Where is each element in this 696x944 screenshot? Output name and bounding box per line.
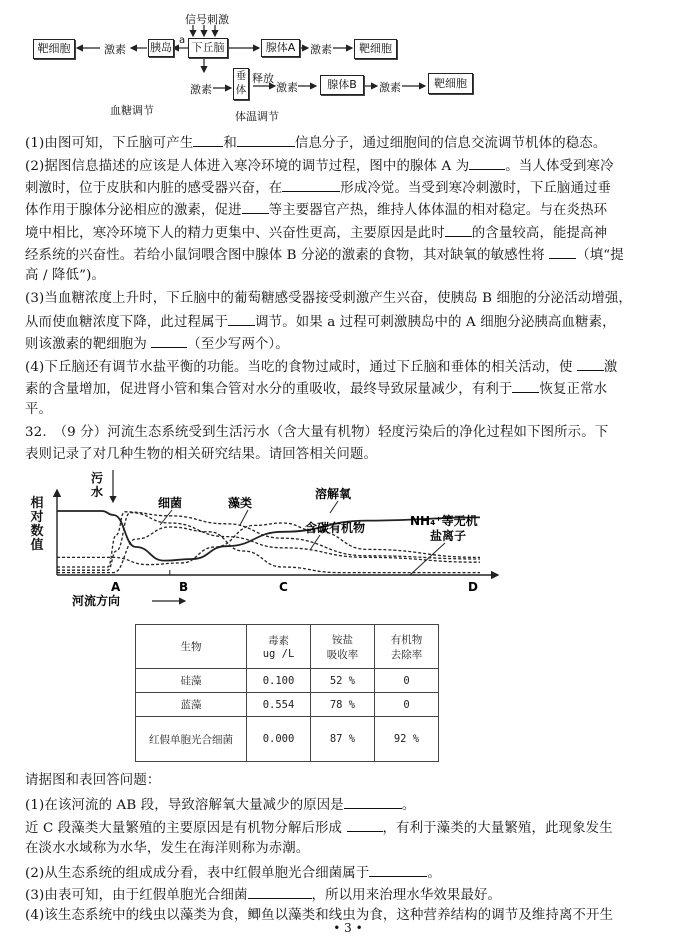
q32-line-2: 表则记录了对几种生物的相关研究结果。请回答相关问题。: [25, 447, 378, 462]
gland-a-box: 腺体A: [261, 39, 300, 57]
q2-line-5: 经系统的兴奋性。若给小鼠饲喂含图中腺体 B 分泌的激素的食物，其对缺氧的敏感性将 （填“提: [25, 244, 624, 266]
research-results-table: [135, 624, 439, 762]
x-axis-label: 河流方向: [72, 594, 121, 608]
label-bacteria: 细菌: [158, 496, 183, 510]
cell-organic: 0: [375, 693, 439, 717]
q2-line-3: 体作用于腺体分泌相应的激素，促进 等主要器官产热，维持人体体温的相对稳定。与在炎热环: [25, 199, 607, 221]
body-temperature-regulation-label: 体温调节: [235, 110, 279, 123]
header-organic-removal: 有机物 去除率: [375, 625, 439, 669]
q3-line-3: 则该激素的靶细胞为 （至少写两个）。: [25, 333, 289, 355]
answer-blank[interactable]: [282, 177, 340, 192]
answer-blank[interactable]: [237, 132, 295, 147]
target-cell-box: 靶细胞: [428, 73, 473, 94]
header-ammonium-uptake: 铵盐 吸收率: [311, 625, 375, 669]
label-leader-line: [330, 501, 338, 513]
blood-sugar-regulation-label: 血糖调节: [110, 104, 154, 117]
pancreatic-islet-box: 胰岛: [148, 39, 174, 57]
q4-line-2: 素的含量增加，促进肾小管和集合管对水分的重吸收，最终导致尿量减少，有利于 恢复正常水: [25, 378, 607, 400]
q32-intro: 请据图和表回答问题：: [25, 773, 161, 788]
q32-1b-line-1: 近 C 段藻类大量繁殖的主要原因是有机物分解后形成 ，有利于藻类的大量繁殖，此现象发生: [25, 817, 613, 839]
answer-blank[interactable]: [369, 862, 427, 877]
release-label: 释放: [252, 72, 274, 85]
answer-blank[interactable]: [577, 356, 604, 371]
q3-line-1: (3)当血糖浓度上升时，下丘脑中的葡萄糖感受器接受刺激产生兴奋，使胰岛 B 细胞的分泌活动增强，: [25, 291, 632, 306]
cell-organic: 92 %: [375, 717, 439, 762]
answer-blank[interactable]: [445, 222, 472, 237]
q2-line-1: (2)据图信息描述的应该是人体进入寒冷环境的调节过程，图中的腺体 A 为 。当人体受到寒冷: [25, 155, 614, 177]
q2-line-6: 高 / 降低”)。: [25, 268, 106, 283]
river-purification-chart: [20, 465, 520, 615]
label-nh4-line2: 盐离子: [430, 529, 467, 543]
chart-svg: [20, 465, 520, 615]
q2-line-2: 刺激时，位于皮肤和内脏的感受器兴奋，在 形成冷觉。当受到寒冷刺激时，下丘脑通过垂: [25, 177, 611, 199]
target-cell-box: 靶细胞: [354, 39, 397, 59]
cell-organism: 红假单胞光合细菌: [136, 717, 247, 762]
label-dissolved-oxygen: 溶解氧: [315, 487, 352, 501]
answer-blank[interactable]: [193, 132, 223, 147]
q32-1b-line-2: 在淡水水域称为水华，发生在海洋则称为赤潮。: [25, 841, 310, 856]
cell-toxin: 0.100: [247, 669, 311, 693]
table-row: [136, 717, 439, 762]
page-number: • 3 •: [333, 921, 363, 935]
q32-3-line: (3)由表可知，由于红假单胞光合细菌 ，所以用来治理水华效果最好。: [25, 884, 501, 906]
answer-blank[interactable]: [151, 333, 187, 348]
header-organism: 生物: [136, 625, 247, 669]
q32-line-1: 32. （9 分）河流生态系统受到生活污水（含大量有机物）轻度污染后的净化过程如下图所示。下: [25, 425, 609, 440]
answer-blank[interactable]: [347, 817, 383, 832]
regulation-diagram: [0, 0, 480, 130]
hormone-label: 激素: [104, 43, 126, 56]
q3-line-2: 从而使血糖浓度下降，此过程属于 调节。如果 a 过程可刺激胰岛中的 A 细胞分泌胰高血糖素，: [25, 311, 616, 333]
x-tick-C: C: [279, 580, 288, 594]
hormone-label: 激素: [379, 81, 401, 94]
gland-b-box: 腺体B: [320, 75, 364, 95]
header-toxin: 毒素 ug /L: [247, 625, 311, 669]
cell-ammonium: 87 %: [311, 717, 375, 762]
label-algae: 藻类: [228, 496, 253, 510]
x-tick-B: B: [179, 580, 189, 594]
cell-ammonium: 78 %: [311, 693, 375, 717]
q1-line: (1)由图可知，下丘脑可产生 和 信息分子，通过细胞间的信息交流调节机体的稳态。: [25, 132, 606, 154]
process-a-label: a: [179, 35, 186, 46]
target-cell-box: 靶细胞: [33, 39, 75, 59]
label-carbon-organics: 含碳有机物: [305, 521, 366, 535]
sewage-label-1: 污: [91, 471, 104, 485]
cell-organic: 0: [375, 669, 439, 693]
answer-blank[interactable]: [344, 794, 402, 809]
hypothalamus-box: 下丘脑: [188, 38, 228, 58]
hormone-label: 激素: [190, 83, 212, 96]
pituitary-box: 垂体: [233, 68, 249, 100]
chart-labels: [72, 470, 478, 608]
hormone-label: 激素: [276, 81, 298, 94]
hormone-label: 激素: [310, 43, 332, 56]
sewage-label-2: 水: [91, 485, 104, 499]
answer-blank[interactable]: [549, 244, 576, 259]
label-nh4-line1: NH₄⁺等无机: [410, 514, 478, 528]
signal-stimulus-label: 信号刺激: [185, 13, 229, 26]
cell-organism: 蓝藻: [136, 693, 247, 717]
q4-line-1: (4)下丘脑还有调节水盐平衡的功能。当吃的食物过咸时，通过下丘脑和垂体的相关活动，使 激: [25, 356, 617, 378]
q2-line-4: 境中相比，寒冷环境下人的精力更集中、兴奋性更高，主要原因是此时 的含量较高，能提高神: [25, 222, 607, 244]
answer-blank[interactable]: [228, 311, 255, 326]
cell-toxin: 0.554: [247, 693, 311, 717]
table-row: [136, 693, 439, 717]
answer-blank[interactable]: [469, 155, 505, 170]
x-tick-A: A: [111, 580, 121, 594]
q4-line-3: 平。: [25, 402, 53, 417]
q32-4-line: (4)该生态系统中的线虫以藻类为食，鲫鱼以藻类和线虫为食，这种营养结构的调节及维持离不开生: [25, 908, 614, 923]
x-tick-D: D: [468, 580, 478, 594]
cell-organism: 硅藻: [136, 669, 247, 693]
label-leader-line: [240, 510, 248, 525]
q32-1-line: (1)在该河流的 AB 段，导致溶解氧大量减少的原因是 。: [25, 794, 415, 816]
answer-blank[interactable]: [512, 378, 539, 393]
y-axis-label: 相对数值: [30, 496, 44, 553]
cell-ammonium: 52 %: [311, 669, 375, 693]
table-header-row: [136, 625, 439, 669]
answer-blank[interactable]: [242, 199, 269, 214]
answer-blank[interactable]: [248, 884, 312, 899]
table-row: [136, 669, 439, 693]
q32-2-line: (2)从生态系统的组成成分看，表中红假单胞光合细菌属于 。: [25, 862, 441, 884]
cell-toxin: 0.000: [247, 717, 311, 762]
